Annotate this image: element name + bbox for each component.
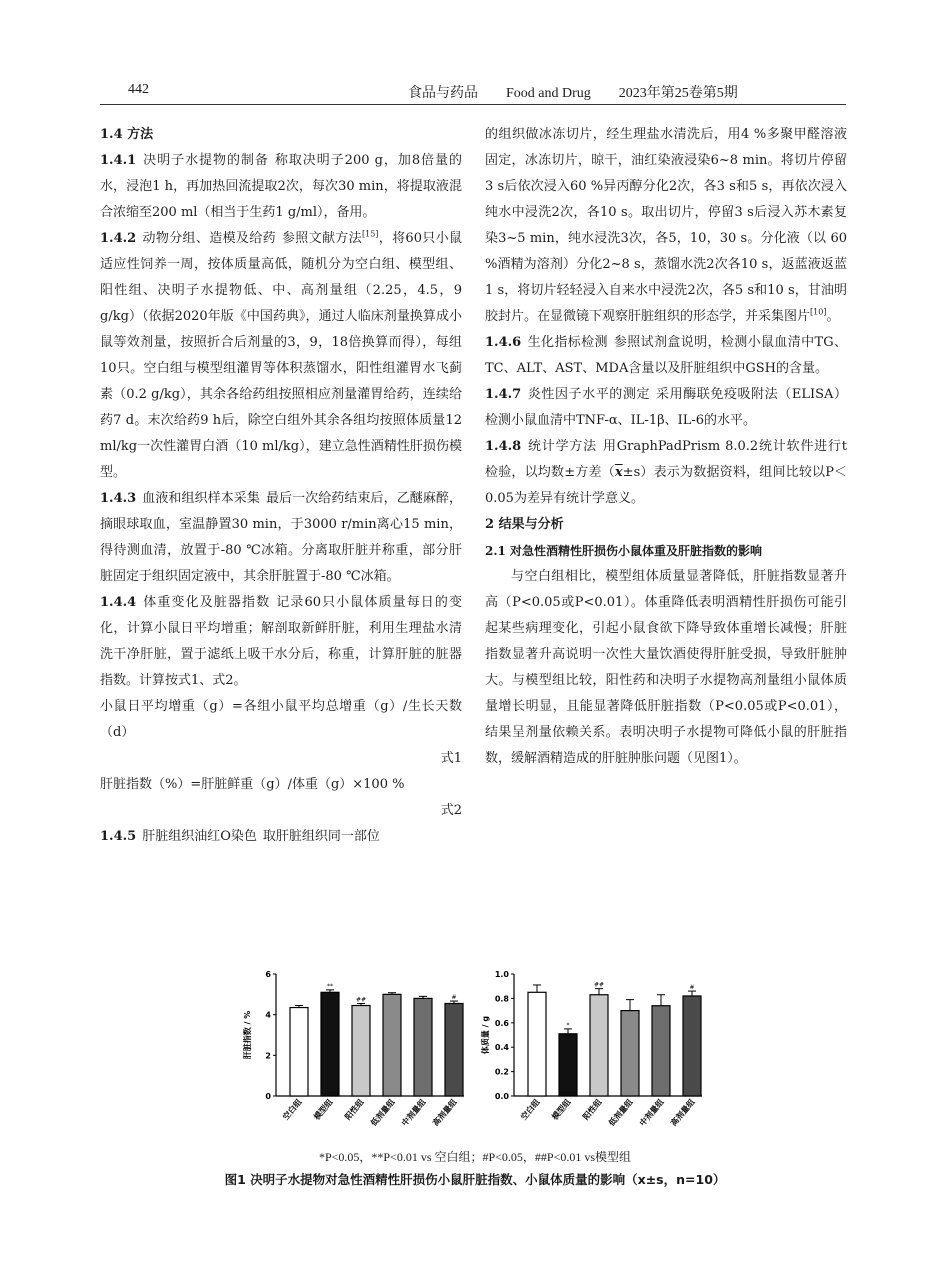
body-weight-chart-svg — [478, 968, 708, 1146]
significance-mark: # — [451, 994, 457, 1002]
section-title: 体重变化及脏器指数 — [142, 595, 271, 610]
significance-mark: ## — [355, 996, 367, 1004]
y-tick-label: 4 — [265, 1010, 271, 1020]
x-tick-label: 低剂量组 — [369, 1097, 397, 1128]
section-title: 生化指标检测 — [527, 335, 608, 350]
y-axis-label: 肝脏指数 / % — [243, 1010, 252, 1060]
section-number: 1.4.6 — [485, 335, 522, 350]
bar — [621, 1011, 639, 1096]
section-number: 1.4.5 — [100, 829, 137, 844]
section-body: 参照试剂盒说明，检测小鼠血清中TG、TC、ALT、AST、MDA含量以及肝脏组织中GSH的含量。 — [485, 335, 847, 376]
x-tick-label: 中剂量组 — [400, 1097, 428, 1128]
section-1-4-6 — [485, 330, 847, 382]
significance-mark: ## — [593, 981, 605, 989]
section-body: 的组织做冰冻切片，经生理盐水清洗后，用4 %多聚甲醛溶液固定，冰冻切片，晾干，油红染液浸染6~8 min。将切片停留3 s后依次浸入60 %异丙醇分化2次，各3 s和5 s，再依次浸入纯水中浸洗2次，各10 s。取出切片，停留3 s后浸入苏木素复染3~5 min，纯水浸洗3次，各5，10，30 s。分化液（以 60 %酒精为溶剂）分化2~8 s，蒸馏水洗2次各10 s，返蓝液返蓝1 s，将切片轻轻浸入自来水中浸洗2次，各5 s和10 s，甘油明胶封片。在显微镜下观察肝脏组织的形态学，并采集图片 — [485, 127, 847, 324]
x-tick-label: 阳性组 — [581, 1097, 604, 1122]
bar — [414, 998, 432, 1096]
section-body: 采用酶联免疫吸附法（ELISA）检测小鼠血清中TNF-α、IL-1β、IL-6的水平。 — [485, 387, 847, 428]
section-2-title: 2 结果与分析 — [485, 517, 564, 532]
significance-mark: # — [689, 984, 695, 992]
figure-caption: 图1 决明子水提物对急性酒精性肝损伤小鼠肝脏指数、小鼠体质量的影响（x±s，n=10） — [224, 1172, 726, 1187]
section-title: 血液和组织样本采集 — [142, 491, 260, 506]
section-1-4-5-continued — [485, 122, 847, 330]
running-header — [100, 80, 846, 105]
bar — [590, 995, 608, 1096]
y-tick-label: 0.6 — [494, 1018, 509, 1028]
section-2-1-title: 2.1 对急性酒精性肝损伤小鼠体重及肝脏指数的影响 — [485, 544, 763, 558]
x-tick-label: 空白组 — [519, 1097, 542, 1122]
x-tick-label: 阳性组 — [343, 1097, 366, 1122]
x-tick-label: 低剂量组 — [607, 1097, 635, 1128]
formula-1-label: 式1 — [440, 751, 462, 766]
section-body: 。 — [826, 309, 840, 324]
section-1-4-title: 1.4 方法 — [100, 127, 154, 142]
citation: [10] — [810, 307, 827, 317]
bar — [321, 992, 339, 1096]
journal-info: 食品与药品 Food and Drug 2023年第25卷第5期 — [408, 86, 738, 101]
significance-mark: * — [566, 1021, 570, 1029]
section-title: 肝脏组织油红O染色 — [142, 829, 257, 844]
section-body: 参照文献方法 — [281, 231, 362, 246]
citation: [15] — [361, 229, 379, 239]
section-1-4-3 — [100, 486, 462, 590]
significance-mark: ** — [327, 982, 333, 990]
section-1-4-1 — [100, 148, 462, 226]
x-tick-label: 中剂量组 — [638, 1097, 666, 1128]
y-tick-label: 0.2 — [494, 1067, 509, 1077]
page-number: 442 — [128, 82, 149, 97]
y-tick-label: 0 — [265, 1092, 271, 1101]
bar — [290, 1008, 308, 1096]
section-title: 动物分组、造模及给药 — [142, 231, 276, 246]
y-tick-label: 0.0 — [494, 1092, 509, 1101]
left-column — [100, 122, 462, 850]
y-tick-label: 0.4 — [494, 1043, 509, 1053]
x-tick-label: 模型组 — [312, 1097, 335, 1122]
mean-symbol: $\overline{x}$ — [614, 465, 623, 480]
formula-1: 小鼠日平均增重（g）=各组小鼠平均总增重（g）/生长天数（d） — [100, 699, 462, 740]
x-tick-label: 模型组 — [550, 1097, 573, 1122]
bar — [652, 1006, 670, 1096]
section-body: 用GraphPadPrism 8.0.2统计软件进行t检验，以均数±方差（ — [485, 439, 847, 480]
bar — [383, 994, 401, 1096]
x-tick-label: 高剂量组 — [431, 1097, 459, 1128]
right-column — [485, 122, 847, 772]
bar — [528, 992, 546, 1096]
y-tick-label: 2 — [265, 1051, 271, 1061]
section-body: ，将60只小鼠适应性饲养一周，按体质量高低，随机分为空白组、模型组、阳性组、决明子水提物低、中、高剂量组（2.25，4.5，9 g/kg）（依据2020年版《中国药典》，通过人临床剂量换算成小鼠等效剂量，按照折合后剂量的3，9，18倍换算而得），每组10只。空白组与模型组灌胃等体积蒸馏水，阳性组灌胃水飞蓟素（0.2 g/kg），其余各给药组按照相应剂量灌胃给药，连续给药7 d。末次给药9 h后，除空白组外其余各组均按照体质量12 ml/kg一次性灌胃白酒（10 ml/kg），建立急性酒精性肝损伤模型。 — [100, 231, 462, 480]
y-tick-label: 1.0 — [494, 970, 509, 979]
section-body: 称取决明子200 g，加8倍量的水，浸泡1 h，再加热回流提取2次，每次30 min，将提取液混合浓缩至200 ml（相当于生药1 g/ml），备用。 — [100, 153, 462, 220]
section-number: 1.4.8 — [485, 439, 522, 454]
section-2-1-body: 与空白组相比，模型组体质量显著降低，肝脏指数显著升高（P<0.05或P<0.01）。体重降低表明酒精性肝损伤可能引起某些病理变化，引起小鼠食欲下降导致体重增长减慢；肝脏指数显著升高说明一次性大量饮酒使得肝脏受损，导致肝脏肿大。与模型组比较，阳性药和决明子水提物高剂量组小鼠体质量增长明显，且能显著降低肝脏指数（P<0.05或P<0.01），结果呈剂量依赖关系。表明决明子水提物可降低小鼠的肝脏指数，缓解酒精造成的肝脏肿胀问题（见图1）。 — [485, 569, 847, 766]
section-1-4-8 — [485, 434, 847, 512]
y-tick-label: 6 — [265, 970, 271, 979]
figure-note: *P<0.05，**P<0.01 vs 空白组；#P<0.05，##P<0.01 vs模型组 — [318, 1150, 632, 1164]
formula-2-label: 式2 — [440, 803, 462, 818]
liver-index-chart — [240, 968, 470, 1150]
bar — [559, 1034, 577, 1096]
section-number: 1.4.4 — [100, 595, 137, 610]
section-number: 1.4.3 — [100, 491, 137, 506]
section-title: 统计学方法 — [527, 439, 597, 454]
body-weight-chart — [478, 968, 708, 1150]
section-title: 决明子水提物的制备 — [142, 153, 269, 168]
y-tick-label: 0.8 — [494, 994, 509, 1004]
bar — [352, 1006, 370, 1096]
y-axis-label: 体质量 / g — [481, 1015, 490, 1055]
bar — [683, 996, 701, 1096]
section-number: 1.4.1 — [100, 153, 137, 168]
section-body: 取肝脏组织同一部位 — [262, 829, 380, 844]
section-number: 1.4.2 — [100, 231, 137, 246]
bar — [445, 1003, 463, 1096]
x-tick-label: 空白组 — [281, 1097, 304, 1122]
liver-index-chart-svg — [240, 968, 470, 1146]
x-tick-label: 高剂量组 — [669, 1097, 697, 1128]
section-1-4-7 — [485, 382, 847, 434]
section-title: 炎性因子水平的测定 — [527, 387, 651, 402]
section-number: 1.4.7 — [485, 387, 522, 402]
section-1-4-5 — [100, 824, 462, 850]
section-body: ±s）表示为数据资料，组间比较以P＜0.05为差异有统计学意义。 — [485, 465, 847, 506]
section-body: 最后一次给药结束后，乙醚麻醉，摘眼球取血，室温静置30 min，于3000 r/min离心15 min，得待测血清，放置于-80 ℃冰箱。分离取肝脏并称重，部分肝脏固定于组织固定液中，其余肝脏置于-80 ℃冰箱。 — [100, 491, 462, 584]
section-1-4-2 — [100, 226, 462, 486]
section-body: 记录60只小鼠体质量每日的变化，计算小鼠日平均增重；解剖取新鲜肝脏，利用生理盐水清洗干净肝脏，置于滤纸上吸干水分后，称重，计算肝脏的脏器指数。计算按式1、式2。 — [100, 595, 462, 688]
formula-2: 肝脏指数（%）=肝脏鲜重（g）/体重（g）×100 % — [100, 777, 405, 792]
section-1-4-4 — [100, 590, 462, 694]
